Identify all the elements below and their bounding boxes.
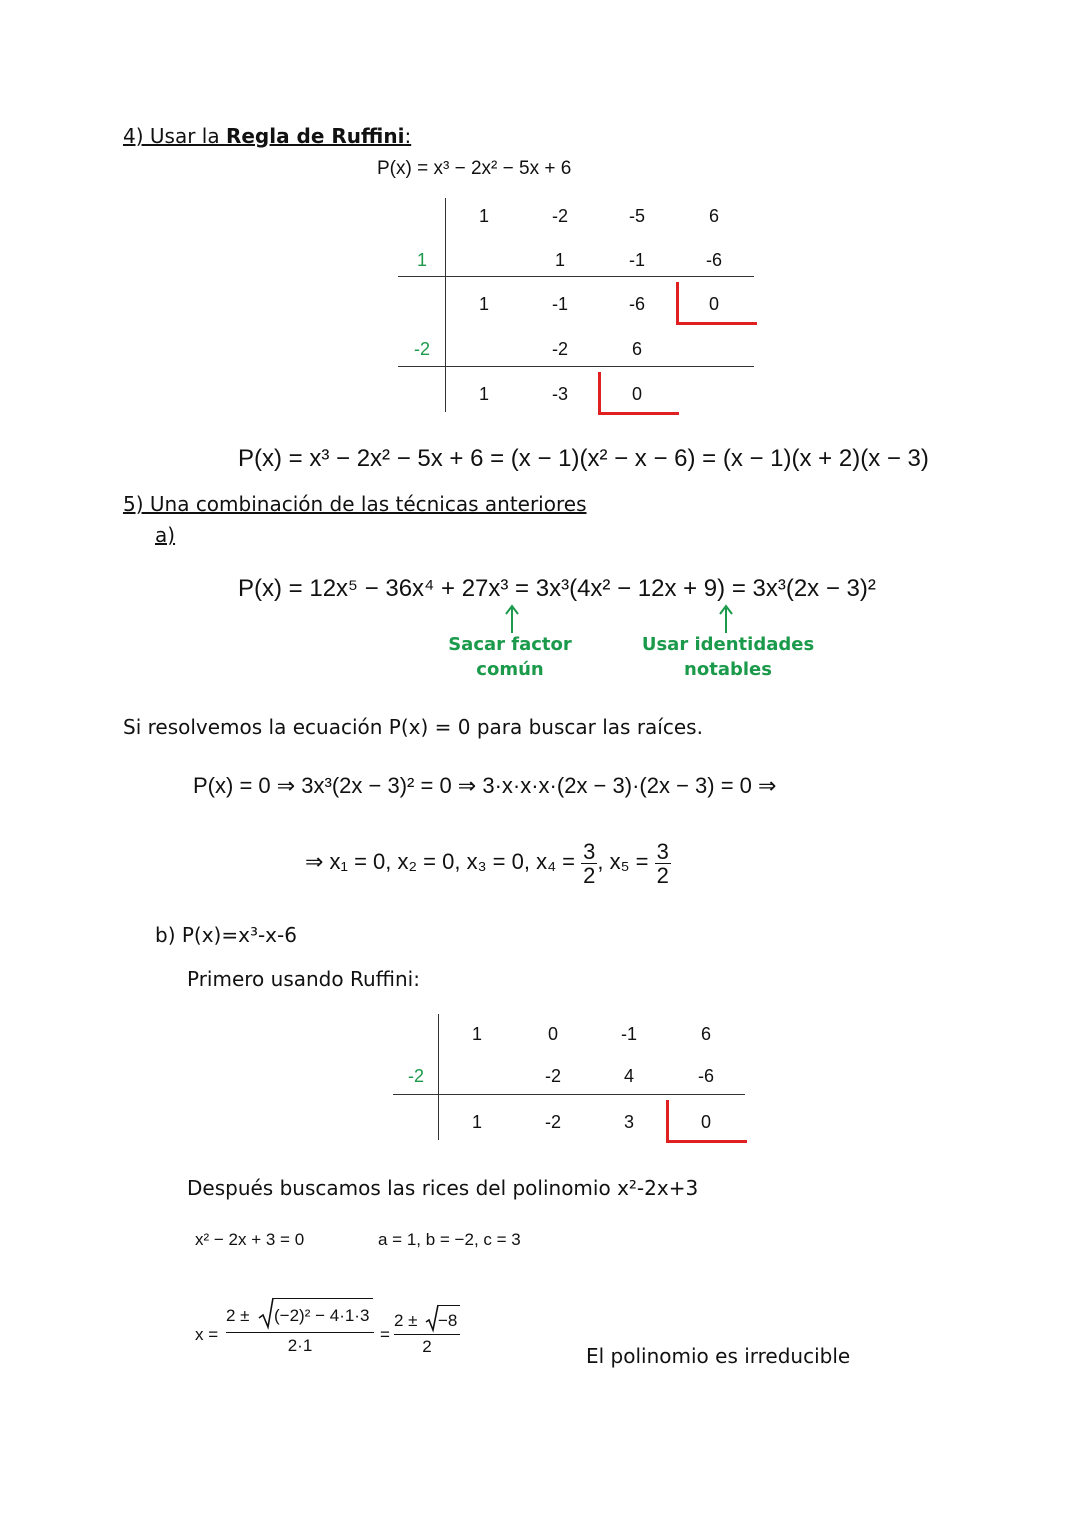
arrow-up-icon — [504, 604, 520, 634]
product-b-2: 4 — [623, 1066, 634, 1086]
formula-fraction-2 — [394, 1303, 464, 1359]
section5-heading: 5) Una combinación de las técnicas anteriores — [123, 492, 587, 516]
result-b-2: -2 — [544, 1112, 561, 1132]
product-b-1: -2 — [544, 1066, 561, 1086]
product-2-1: -2 — [551, 339, 568, 359]
formula-a: P(x) = 12x⁵ − 36x⁴ + 27x³ = 3x³(4x² − 12x + 9) = 3x³(2x − 3)² — [238, 575, 876, 602]
formula-rad2: −8 — [438, 1311, 458, 1330]
divisor-b: -2 — [407, 1066, 424, 1086]
result-2-2: -3 — [551, 384, 568, 404]
coef-3: -5 — [628, 206, 645, 226]
part-a-label: a) — [155, 523, 176, 547]
remainder-1: 0 — [708, 294, 719, 314]
coef-b-1: 1 — [471, 1024, 482, 1044]
table2-vertical-line — [438, 1014, 439, 1140]
fraction-bar-1 — [226, 1332, 374, 1333]
fraction-x5: $\frac{3}{2}$ — [656, 838, 669, 888]
result-1-2: -1 — [551, 294, 568, 314]
coef-4: 6 — [708, 206, 719, 226]
roots-x5: , x₅ = — [597, 849, 649, 874]
formula-equals: = — [380, 1325, 390, 1344]
fraction-bar-2 — [394, 1334, 460, 1335]
coef-b-3: -1 — [620, 1024, 637, 1044]
note-common-factor: Sacar factor común — [448, 634, 572, 680]
formula-den2: 2 — [422, 1337, 432, 1356]
sqrt-icon — [425, 1303, 439, 1333]
coef-b-2: 0 — [547, 1024, 558, 1044]
result-2-1: 1 — [478, 384, 489, 404]
sqrt-bar-1 — [273, 1298, 373, 1299]
note-notable-identities: Usar identidades notables — [641, 634, 815, 680]
quadratic-equation: x² − 2x + 3 = 0 — [195, 1230, 305, 1249]
table1-hline-2 — [398, 366, 754, 367]
product-1-2: -1 — [628, 250, 645, 270]
remainder-1-bracket — [676, 282, 757, 325]
remainder-2-bracket — [598, 372, 679, 415]
roots-prefix: ⇒ x₁ = 0, x₂ = 0, x₃ = 0, x₄ = — [305, 849, 576, 874]
remainder-b: 0 — [700, 1112, 711, 1132]
product-1-3: -6 — [705, 250, 722, 270]
fraction-x4: $\frac{3}{2}$ — [583, 838, 596, 888]
section4-heading: 4) Usar la Regla de Ruffini: — [123, 124, 412, 148]
sqrt-icon — [258, 1296, 274, 1330]
factorization-result: P(x) = x³ − 2x² − 5x + 6 = (x − 1)(x² − x − 6) = (x − 1)(x + 2)(x − 3) — [238, 445, 929, 472]
sqrt-bar-2 — [438, 1305, 460, 1306]
remainder-b-bracket — [666, 1100, 747, 1143]
ruffini-rule-title: Regla de Ruffini — [225, 124, 405, 148]
conclusion-text: El polinomio es irreducible — [586, 1344, 851, 1368]
formula-x-label: x = — [195, 1325, 219, 1344]
coef-b-4: 6 — [700, 1024, 711, 1044]
formula-rad1: (−2)² − 4·1·3 — [274, 1306, 370, 1325]
result-1-3: -6 — [628, 294, 645, 314]
ruffini-text: Primero usando Ruffini: — [187, 967, 420, 991]
table1-vertical-line — [445, 198, 446, 412]
divisor-1: 1 — [416, 250, 427, 270]
arrow-up-icon — [718, 604, 734, 634]
product-1-1: 1 — [554, 250, 565, 270]
result-b-3: 3 — [623, 1112, 634, 1132]
coef-1: 1 — [478, 206, 489, 226]
result-b-1: 1 — [471, 1112, 482, 1132]
polynomial-definition: P(x) = x³ − 2x² − 5x + 6 — [377, 158, 572, 179]
formula-num1-prefix: 2 ± — [226, 1306, 250, 1325]
formula-fraction-1 — [226, 1296, 376, 1358]
formula-den1: 2·1 — [287, 1336, 313, 1355]
equation-line: P(x) = 0 ⇒ 3x³(2x − 3)² = 0 ⇒ 3·x·x·x·(2x − 3)·(2x − 3) = 0 ⇒ — [193, 773, 777, 798]
after-text: Después buscamos las rices del polinomio x²-2x+3 — [187, 1176, 699, 1200]
coefficients-abc: a = 1, b = −2, c = 3 — [378, 1230, 521, 1249]
part-b-label: b) P(x)=x³-x-6 — [155, 923, 297, 947]
coef-2: -2 — [551, 206, 568, 226]
product-b-3: -6 — [697, 1066, 714, 1086]
solve-text: Si resolvemos la ecuación P(x) = 0 para buscar las raíces. — [123, 715, 703, 739]
roots-line — [305, 836, 671, 888]
divisor-2: -2 — [413, 339, 430, 359]
formula-num2-prefix: 2 ± — [394, 1311, 418, 1330]
product-2-2: 6 — [631, 339, 642, 359]
table2-hline — [393, 1094, 745, 1095]
result-1-1: 1 — [478, 294, 489, 314]
remainder-2: 0 — [631, 384, 642, 404]
table1-hline-1 — [398, 276, 754, 277]
